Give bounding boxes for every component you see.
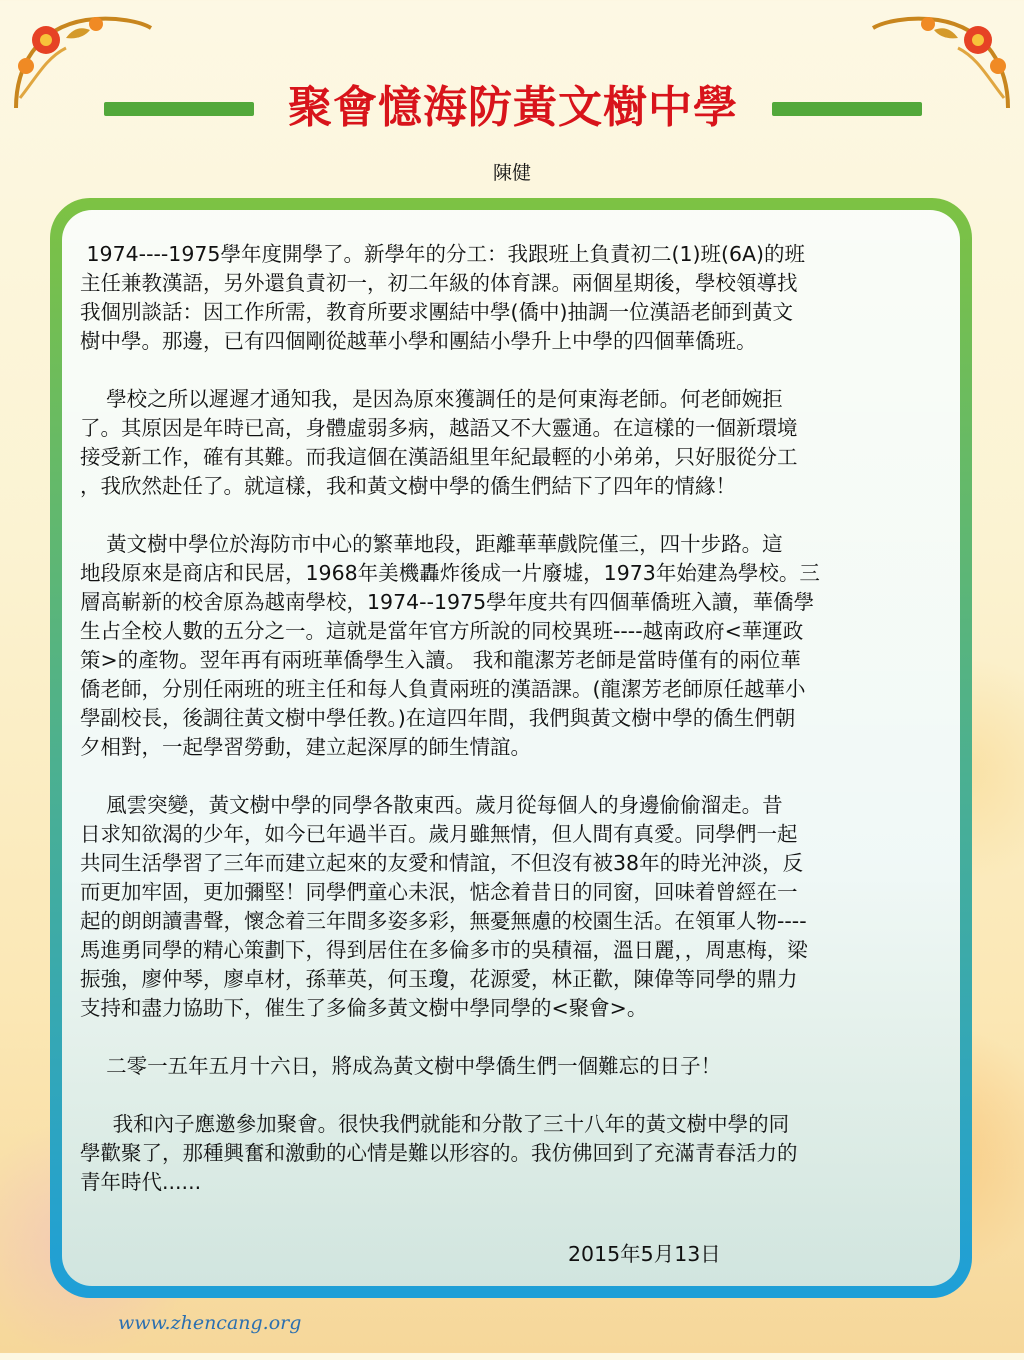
text-line: 而更加牢固，更加彌堅！同學們童心未泯，惦念着昔日的同窗，回味着曾經在一 <box>80 880 798 904</box>
text-line: 起的朗朗讀書聲，懷念着三年間多姿多彩，無憂無慮的校園生活。在領軍人物---- <box>80 909 807 933</box>
paragraph <box>80 385 960 501</box>
text-line: 樹中學。那邊，已有四個剛從越華小學和團結小學升上中學的四個華僑班。 <box>80 329 757 353</box>
paragraph <box>80 1052 960 1081</box>
text-line: 主任兼教漢語，另外還負責初一，初二年級的体育課。兩個星期後，學校領導找 <box>80 271 798 295</box>
website-watermark: www.zhencang.org <box>118 1312 302 1334</box>
text-line: 馬進勇同學的精心策劃下，得到居住在多倫多市的吳積福，溫日麗，，周惠梅，梁 <box>80 938 808 962</box>
text-line: 層高嶄新的校舍原為越南學校，1974--1975學年度共有四個華僑班入讀，華僑學 <box>80 590 815 614</box>
text-line: 地段原來是商店和民居，1968年美機轟炸後成一片廢墟，1973年始建為學校。三 <box>80 561 820 585</box>
paragraph <box>80 240 960 356</box>
title-bar-right <box>772 102 922 116</box>
text-line: 支持和盡力協助下，催生了多倫多黃文樹中學同學的<聚會>。 <box>80 996 648 1020</box>
text-line: ，我欣然赴任了。就這樣，我和黃文樹中學的僑生們結下了四年的情緣！ <box>80 474 736 498</box>
paragraph <box>80 791 960 1023</box>
text-line: 夕相對，一起學習勞動，建立起深厚的師生情誼。 <box>80 735 531 759</box>
text-line: 二零一五年五月十六日，將成為黃文樹中學僑生們一個難忘的日子！ <box>80 1054 722 1078</box>
text-line: 學校之所以遲遲才通知我，是因為原來獲調任的是何東海老師。何老師婉拒 <box>80 387 783 411</box>
text-line: 我個別談話：因工作所需，教育所要求團結中學(僑中)抽調一位漢語老師到黃文 <box>80 300 793 324</box>
text-line: 生占全校人數的五分之一。這就是當年官方所說的同校異班----越南政府<華運政 <box>80 619 804 643</box>
text-line: 接受新工作，確有其難。而我這個在漢語組里年紀最輕的小弟弟，只好服從分工 <box>80 445 798 469</box>
text-line: 策>的產物。翌年再有兩班華僑學生入讀。 我和龍潔芳老師是當時僅有的兩位華 <box>80 648 801 672</box>
title-row <box>0 78 1024 142</box>
text-line: 學副校長，後調往黃文樹中學任教。)在這四年間，我們與黃文樹中學的僑生們朝 <box>80 706 796 730</box>
page-title: 聚會憶海防黃文樹中學 <box>288 82 738 133</box>
article-body <box>80 240 960 1226</box>
text-line: 1974----1975學年度開學了。新學年的分工：我跟班上負責初二(1)班(6A)的班 <box>80 242 806 266</box>
paragraph <box>80 1110 960 1197</box>
title-bar-left <box>104 102 254 116</box>
text-line: 僑老師，分別任兩班的班主任和每人負責兩班的漢語課。(龍潔芳老師原任越華小 <box>80 677 806 701</box>
text-line: 振強，廖仲琴，廖卓材，孫華英，何玉瓊，花源愛，林正歡，陳偉等同學的鼎力 <box>80 967 798 991</box>
text-line: 我和內子應邀參加聚會。很快我們就能和分散了三十八年的黃文樹中學的同 <box>80 1112 790 1136</box>
author: 陳健 <box>492 162 531 184</box>
text-line: 風雲突變，黃文樹中學的同學各散東西。歲月從每個人的身邊偷偷溜走。昔 <box>80 793 783 817</box>
text-line: 日求知欲渴的少年，如今已年過半百。歲月雖無情，但人間有真愛。同學們一起 <box>80 822 798 846</box>
paragraph <box>80 530 960 762</box>
text-line: 共同生活學習了三年而建立起來的友愛和情誼，不但沒有被38年的時光沖淡，反 <box>80 851 804 875</box>
text-line: 黃文樹中學位於海防市中心的繁華地段，距離華華戲院僅三，四十步路。這 <box>80 532 783 556</box>
date: 2015年5月13日 <box>568 1242 721 1266</box>
text-line: 了。其原因是年時已高，身體虛弱多病，越語又不大靈通。在這樣的一個新環境 <box>80 416 798 440</box>
text-line: 學歡聚了，那種興奮和激動的心情是難以形容的。我仿佛回到了充滿青春活力的 <box>80 1141 798 1165</box>
text-line: 青年時代...... <box>80 1170 202 1194</box>
